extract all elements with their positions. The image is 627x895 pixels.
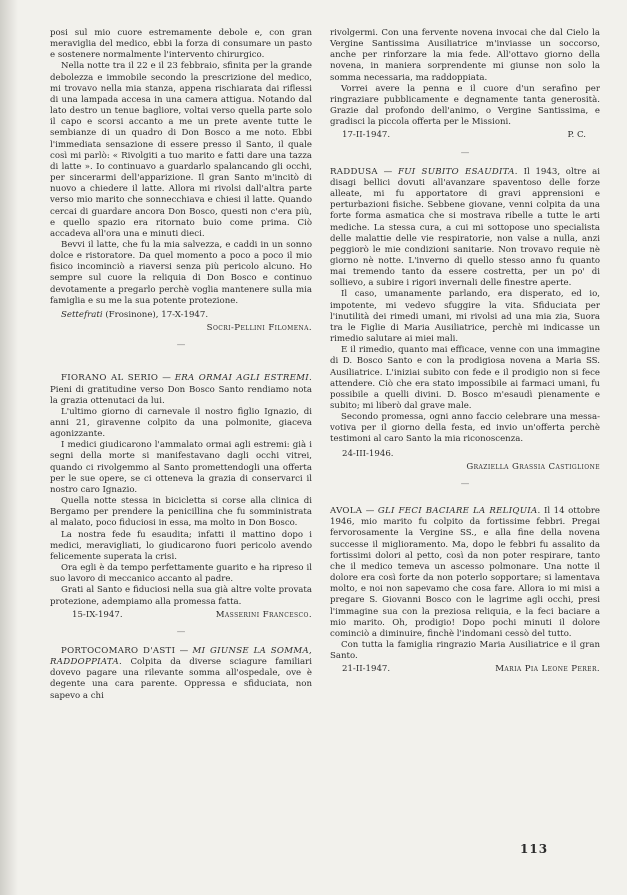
- signature-date: 21-II-1947.: [342, 664, 391, 675]
- paragraph: Con tutta la famiglia ringrazio Maria Ausiliatrice e il gran Santo.: [330, 639, 600, 662]
- left-column: [50, 28, 312, 702]
- paragraph: Pieni di gratitudine verso Don Bosco Santo rendiamo nota la grazia ottenutaci da lui.: [50, 384, 312, 406]
- paragraph: La nostra fede fu esaudita; infatti il mattino dopo i medici, meravigliati, lo giudicarono fuori pericolo avendo felicemente superata la crisi.: [50, 529, 312, 562]
- section-avola-intro: AVOLA — GLI FECI BACIARE LA RELIQUIA. Il 14 ottobre 1946, mio marito fu colpito da fortissime febbri. Pregai fervorosamente la Vergine SS., e alla fine della novena successe il miglioramento. Ma, dopo le febbri fu assalito da fortissimi dolori al petto, così da non poter respirare, tanto che il medico temeva un ascesso polmonare. Una notte il dolore era così forte da non poterlo sopportare; si lamentava molto, e noi non sapevamo che cosa fare. Allora io mi misi a pregare S. Giovanni Bosco con le lagrime agli occhi, presi l'immagine sua con la preziosa reliquia, e la feci baciare a mio marito. Oh, prodigio! Dopo pochi minuti il dolore cominciò a diminuire, finchè l'indomani cessò del tutto.: [330, 506, 601, 639]
- paragraph: rivolgermi. Con una fervente novena invocai che dal Cielo la Vergine Santissima Ausiliatrice m'inviasse un soccorso, anche per rinforzare la mia fede. All'ottavo giorno della novena, in maniera sorprendente mi giunse non solo la somma necessaria, ma raddoppiata.: [330, 28, 600, 83]
- page-number: 113: [520, 842, 549, 856]
- paragraph: Colpita da diverse sciagure familiari dovevo pagare una rilevante somma all'ospedale, ove è degente una cara parente. Oppressa e sfiduciata, non sapevo a chi: [50, 657, 312, 701]
- section-portocomaro-intro: PORTOCOMARO D'ASTI — MI GIUNSE LA SOMMA, RADDOPPIATA. Colpita da diverse sciagure familiari dovevo pagare una rilevante somma all'ospedale, ove è degente una cara parente. Oppressa e sfiduciata, non sapevo a chi: [50, 645, 313, 701]
- signature-name: Maria Pia Leone Perer.: [495, 664, 600, 675]
- section-divider: —: [176, 340, 186, 351]
- section-subtitle: MI GIUNSE LA SOMMA, RADDOPPIATA.: [50, 645, 313, 668]
- section-divider: —: [176, 626, 186, 637]
- paragraph: Il caso, umanamente parlando, era disperato, ed io, impotente, mi vedevo sfuggire la vita. Sfiduciata per l'inutilità dei rimedi umani, mi rivolsi ad una mia zia, Suora tra le Figlie di Maria Ausiliatrice, perchè mi indicasse un rimedio salutare ai miei mali.: [330, 289, 600, 345]
- signature-date: 15-IX-1947.: [72, 609, 123, 620]
- paragraph: Secondo promessa, ogni anno faccio celebrare una messa-votiva per il giorno della festa, ed invio un'offerta perchè testimoni al caro Santo la mia riconoscenza.: [330, 412, 600, 445]
- paragraph: I medici giudicarono l'ammalato ormai agli estremi: già i segni della morte si manifestavano dagli occhi vitrei, quando ci rivolgemmo al Santo promettendogli una offerta per le sue opere, se ci otteneva la grazia di conservarci il nostro caro Ignazio.: [50, 440, 312, 495]
- section-divider: —: [460, 147, 470, 158]
- section-divider: —: [460, 478, 470, 489]
- paragraph: Vorrei avere la penna e il cuore d'un serafino per ringraziare pubblicamente e degnamente tanta generosità. Grazie dal profondo dell'animo, o Vergine Santissima, e gradisci la piccola offerta per le Missioni.: [330, 83, 600, 128]
- paragraph: Il 1943, oltre ai disagi bellici dovuti all'avanzare spaventoso delle forze alleate, mi fu apportatore di gravi apprensioni e perturbazioni fisiche. Sebbene giovane, venni colpita da una forte forma asmatica che si mostrava ribelle a tutte le arti mediche. La stessa cura, a cui mi sottopose uno specialista delle malattie delle vie respiratorie, non valse a nulla, anzi peggiorò le mie condizioni sanitarie. Non trovavo requie nè giorno nè notte. L'inverno di quello stesso anno fu quanto mai tremendo tanto da essere costretta, per un po' di sollievo, a subire i rigori invernali delle finestre aperte.: [330, 166, 600, 289]
- signature-date: (Frosinone), 17-X-1947.: [105, 309, 209, 320]
- page-gutter-shadow: [0, 0, 18, 895]
- signature-block: [330, 130, 600, 141]
- signature-initials: P. C.: [567, 130, 586, 141]
- right-column: [330, 28, 600, 675]
- signature-block: [330, 664, 600, 675]
- signature-name: Socri-Pellini Filomena.: [206, 323, 312, 334]
- paragraph: Quella notte stessa in bicicletta si corse alla clinica di Bergamo per prendere la penicillina che fu somministrata al malato, poco fiduciosi in essa, ma molto in Don Bosco.: [50, 496, 312, 529]
- section-title: RADDUSA: [330, 166, 378, 177]
- signature-block: [50, 610, 312, 621]
- section-raddusa-intro: RADDUSA — FUI SUBITO ESAUDITA. Il 1943, oltre ai disagi bellici dovuti all'avanzare spaventoso delle forze alleate, mi fu apportatore di gravi apprensioni e perturbazioni fisiche. Sebbene giovane, venni colpita da una forte forma asmatica che si mostrava ribelle a tutte le arti mediche. La stessa cura, a cui mi sottopose uno specialista delle malattie delle vie respiratorie, non valse a nulla, anzi peggiorò le mie condizioni sanitarie. Non trovavo requie nè giorno nè notte. L'inverno di quello stesso anno fu quanto mai tremendo tanto da essere costretta, per un po' di sollievo, a subire i rigori invernali delle finestre aperte.: [330, 166, 600, 289]
- signature-place: Settefrati: [61, 309, 103, 320]
- signature-name: Graziella Grassia Castiglione: [466, 461, 600, 472]
- section-fiorano-intro: FIORANO AL SERIO — ERA ORMAI AGLI ESTREMI. Pieni di gratitudine verso Don Bosco Santo rendiamo nota la grazia ottenutaci da lui.: [50, 373, 312, 406]
- section-subtitle: ERA ORMAI AGLI ESTREMI.: [174, 373, 312, 384]
- paragraph: Il 14 ottobre 1946, mio marito fu colpito da fortissime febbri. Pregai fervorosamente la Vergine SS., e alla fine della novena successe il miglioramento. Ma, dopo le febbri fu assalito da fortissimi dolori al petto, così da non poter respirare, tanto che il medico temeva un ascesso polmonare. Una notte il dolore era così forte da non poterlo sopportare; si lamentava molto, e noi non sapevamo che cosa fare. Allora io mi misi a pregare S. Giovanni Bosco con le lagrime agli occhi, presi l'immagine sua con la preziosa reliquia, e la feci baciare a mio marito. Oh, prodigio! Dopo pochi minuti il dolore cominciò a diminuire, finchè l'indomani cessò del tutto.: [330, 506, 601, 639]
- paragraph: Ora egli è da tempo perfettamente guarito e ha ripreso il suo lavoro di meccanico accanto al padre.: [50, 563, 312, 585]
- paragraph: Bevvi il latte, che fu la mia salvezza, e caddi in un sonno dolce e ristoratore. Da quel momento a poco a poco il mio fisico incominciò a riaversi senza più pericolo alcuno. Ho sempre sul cuore la reliquia di Don Bosco e continuo devotamente a pregarlo perchè voglia mantenere sulla mia famiglia e su me la sua potente protezione.: [50, 239, 312, 306]
- signature-place-date: [50, 310, 312, 321]
- paragraph: posi sul mio cuore estremamente debole e, con gran meraviglia del medico, ebbi la forza di consumare un pasto e sostenere normalmente l'intervento chirurgico.: [50, 28, 312, 61]
- paragraph: L'ultimo giorno di carnevale il nostro figlio Ignazio, di anni 21, giravenne colpito da una polmonite, giaceva agonizzante.: [50, 406, 312, 440]
- paragraph: Grati al Santo e fiduciosi nella sua già altre volte provata protezione, adempiamo alla promessa fatta.: [50, 585, 312, 607]
- section-title: PORTOCOMARO D'ASTI: [61, 645, 176, 656]
- section-title: FIORANO AL SERIO: [61, 373, 159, 384]
- section-subtitle: GLI FECI BACIARE LA RELIQUIA.: [377, 506, 541, 517]
- signature-date: 24-III-1946.: [342, 448, 394, 459]
- paragraph: Nella notte tra il 22 e il 23 febbraio, sfinita per la grande debolezza e immobile secondo la prescrizione del medico, mi trovavo nella mia stanza, appena rischiarata dai riflessi di una lampada accesa in una camera attigua. Notando dal lato destro un tenue bagliore, voltai verso quella parte solo il capo e scorsi accanto a me un prete avente tutte le sembianze di un quadro di Don Bosco a me noto. Ebbi l'immediata sensazione di essere presso il Santo, il quale così mi parlò: « Rivolgiti a tuo marito e fatti dare una tazza di latte ». Io continuavo a guardarlo spalancando gli occhi, per sincerarmi dell'apparizione. Il gran Santo m'incitò di nuovo a chiedere il latte. Allora mi rivolsi dall'altra parte verso mio marito che sonnecchiava e chiesi il latte. Quando cercai di guardare ancora Don Bosco, questi non c'era più, e quello spazio era ritornato buio come prima. Ciò accadeva all'ora una e minuti dieci.: [50, 61, 312, 239]
- signature-name: Masserini Francesco.: [215, 609, 312, 620]
- section-subtitle: FUI SUBITO ESAUDITA.: [398, 166, 518, 177]
- signature-date: 17-II-1947.: [342, 130, 391, 141]
- paragraph: E il rimedio, quanto mai efficace, venne con una immagine di D. Bosco Santo e con la prodigiosa novena a Maria SS. Ausiliatrice. L'iniziai subito con fede e il prodigio non si fece attendere. Ciò che era stato impossibile ai farmaci umani, fu possibile a quelli divini. D. Bosco m'esaudì pienamente e subito; mi liberò dal grave male.: [330, 345, 600, 411]
- section-title: AVOLA: [330, 506, 363, 517]
